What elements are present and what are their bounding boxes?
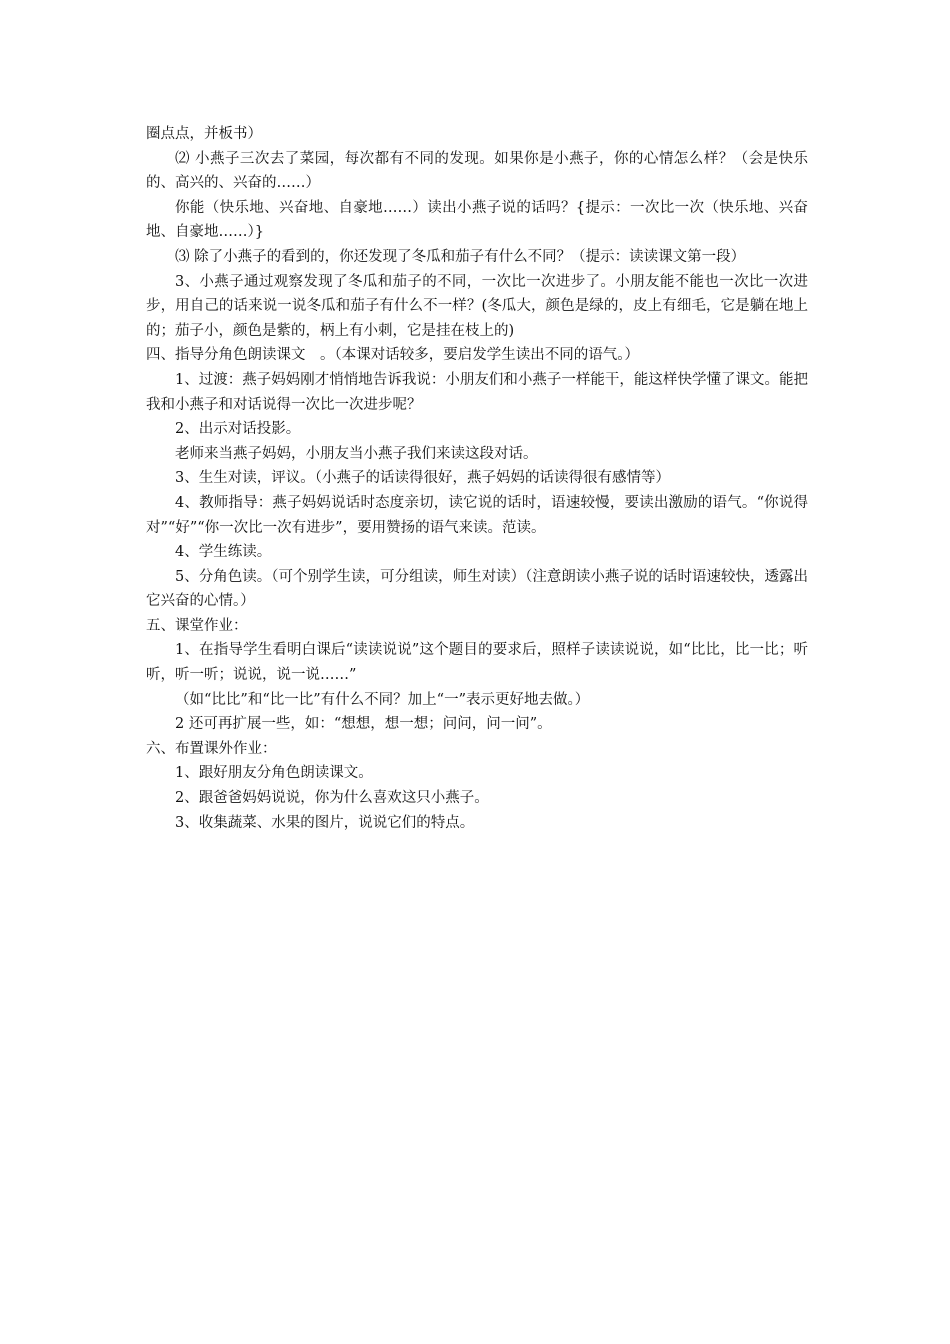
paragraph-continuation: 圈点点，并板书）	[146, 126, 262, 142]
document-page	[146, 122, 808, 835]
paragraph-teacher-role: 老师来当燕子妈妈，小朋友当小燕子我们来读这段对话。	[175, 445, 538, 462]
paragraph-peer-reading: 3、生生对读，评议。（小燕子的话读得很好，燕子妈妈的话读得很有感情等）	[175, 470, 670, 487]
paragraph-read-aloud-prompt: 你能（快乐地、兴奋地、自豪地……）读出小燕子说的话吗？{提示：一次比一次（快乐地、兴奋地、自豪地……）}	[146, 199, 808, 241]
paragraph-homework-1: 1、跟好朋友分角色朗读课文。	[175, 765, 373, 782]
paragraph-homework-3: 3、收集蔬菜、水果的图片，说说它们的特点。	[175, 814, 475, 831]
paragraph-question-3: ⑶ 除了小燕子的看到的，你还发现了冬瓜和茄子有什么不同？（提示：读读课文第一段）	[175, 248, 746, 265]
section-heading-6: 六、布置课外作业：	[146, 740, 277, 757]
paragraph-transition: 1、过渡：燕子妈妈刚才悄悄地告诉我说：小朋友们和小燕子一样能干，能这样快学懂了课文。能把我和小燕子和对话说得一次比一次进步呢？	[146, 371, 808, 413]
paragraph-question-2: ⑵ 小燕子三次去了菜园，每次都有不同的发现。如果你是小燕子，你的心情怎么样？（会是快乐的、高兴的、兴奋的……）	[146, 150, 808, 192]
paragraph-homework-2: 2、跟爸爸妈妈说说，你为什么喜欢这只小燕子。	[175, 790, 489, 807]
paragraph-student-practice: 4、学生练读。	[175, 544, 272, 561]
paragraph-teacher-guidance: 4、教师指导：燕子妈妈说话时态度亲切，读它说的话时，语速较慢，要读出激励的语气。“你说得对”“好”“你一次比一次有进步”，要用赞扬的语气来读。范读。	[146, 494, 808, 536]
section-heading-4: 四、指导分角色朗读课文 。（本课对话较多，要启发学生读出不同的语气。）	[146, 347, 639, 364]
paragraph-classwork-1: 1、在指导学生看明白课后“读读说说”这个题目的要求后，照样子读读说说，如“比比，比一比；听听，听一听；说说，说一说……”	[146, 642, 808, 684]
section-heading-5: 五、课堂作业：	[146, 617, 248, 634]
paragraph-role-reading: 5、分角色读。（可个别学生读，可分组读，师生对读）（注意朗读小燕子说的话时语速较快，透露出它兴奋的心情。）	[146, 568, 808, 610]
paragraph-step-3: 3、小燕子通过观察发现了冬瓜和茄子的不同，一次比一次进步了。小朋友能不能也一次比一次进步，用自己的话来说一说冬瓜和茄子有什么不一样？(冬瓜大，颜色是绿的，皮上有细毛，它是躺在地上的；茄子小，颜色是紫的，柄上有小刺，它是挂在枝上的)	[146, 273, 808, 339]
paragraph-classwork-note: （如“比比”和“比一比”有什么不同？加上“一”表示更好地去做。）	[175, 691, 590, 708]
paragraph-show-dialogue: 2、出示对话投影。	[175, 421, 301, 438]
paragraph-classwork-2: 2 还可再扩展一些，如：“想想，想一想；问问，问一问”。	[175, 716, 552, 733]
